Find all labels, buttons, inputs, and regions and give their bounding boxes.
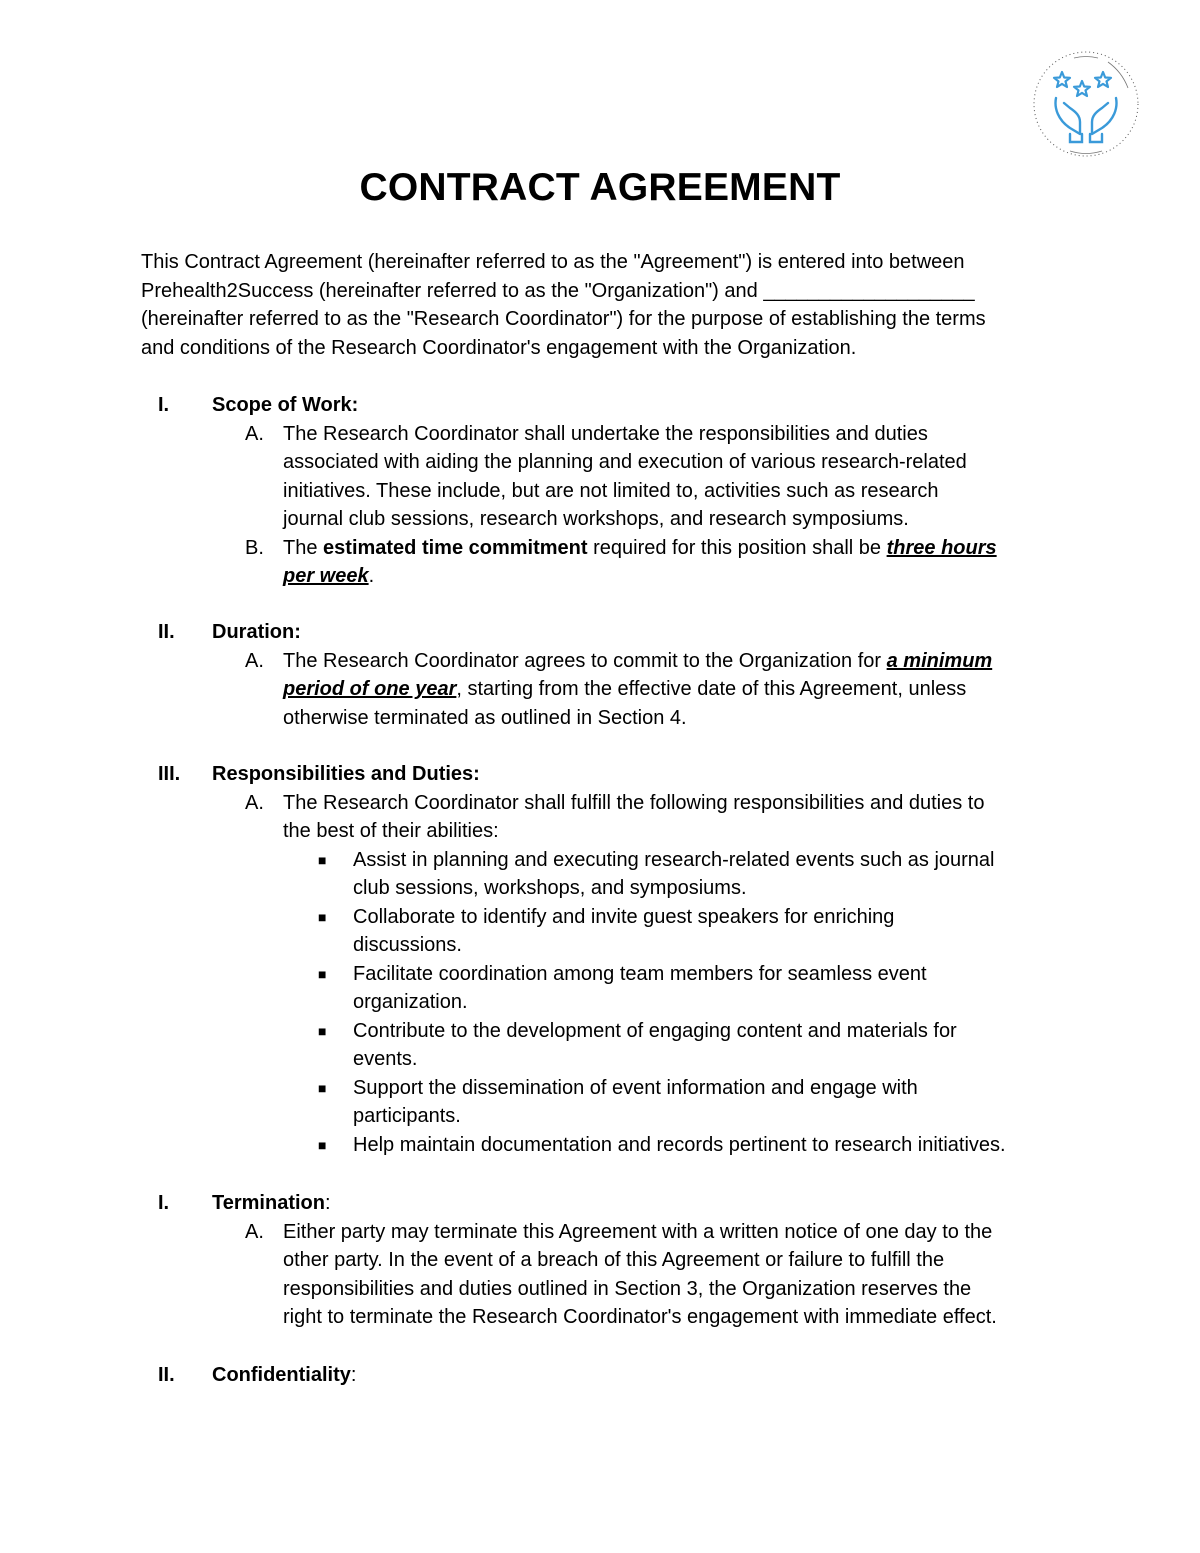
square-bullet-icon: ■ bbox=[318, 1022, 327, 1039]
item-line: other party. In the event of a breach of this Agreement or failure to fulfill the bbox=[283, 1249, 945, 1271]
section-title: Responsibilities and Duties: bbox=[212, 763, 480, 785]
bullet-item bbox=[0, 846, 1200, 903]
bullet-item bbox=[0, 903, 1200, 960]
section-title-colon: : bbox=[350, 1364, 357, 1386]
list-item bbox=[0, 420, 1200, 534]
item-letter: A. bbox=[245, 1220, 264, 1243]
text-run: . bbox=[368, 565, 375, 587]
item-line: The Research Coordinator shall undertake the responsibilities and duties bbox=[283, 422, 928, 445]
item-line bbox=[283, 562, 1073, 591]
emphasized-text: period of one year bbox=[283, 678, 457, 700]
item-line bbox=[283, 534, 1073, 563]
intro-line: Prehealth2Success (hereinafter referred to as the "Organization") and ___________________ bbox=[141, 279, 975, 302]
bullet-line: Assist in planning and executing research-related events such as journal bbox=[353, 848, 995, 871]
item-line bbox=[283, 647, 1073, 676]
section-title-text: Termination bbox=[212, 1192, 325, 1214]
hands-holding-stars-icon bbox=[1030, 48, 1142, 160]
item-line: right to terminate the Research Coordinator's engagement with immediate effect. bbox=[283, 1306, 997, 1328]
list-item bbox=[0, 1218, 1200, 1332]
section-title-text: Confidentiality bbox=[212, 1364, 351, 1386]
section-title: Scope of Work: bbox=[212, 394, 359, 416]
item-letter: A. bbox=[245, 649, 264, 672]
item-line: initiatives. These include, but are not limited to, activities such as research bbox=[283, 479, 939, 502]
bullet-item bbox=[0, 960, 1200, 1017]
section-number: III. bbox=[158, 763, 181, 785]
bullet-item bbox=[0, 1017, 1200, 1074]
bullet-item bbox=[0, 1131, 1200, 1160]
intro-line: This Contract Agreement (hereinafter referred to as the "Agreement") is entered into between bbox=[141, 251, 965, 273]
item-line: Either party may terminate this Agreement with a written notice of one day to the bbox=[283, 1220, 993, 1243]
section-title: Duration: bbox=[212, 621, 301, 643]
document-title: CONTRACT AGREEMENT bbox=[359, 166, 841, 209]
section-number: I. bbox=[158, 394, 170, 416]
section-title bbox=[212, 1189, 331, 1218]
item-line: journal club sessions, research workshops, and research symposiums. bbox=[283, 508, 909, 530]
organization-logo bbox=[1030, 48, 1142, 160]
text-run: The bbox=[283, 536, 324, 559]
text-run: required for this position shall be bbox=[587, 536, 887, 559]
square-bullet-icon: ■ bbox=[318, 965, 327, 982]
square-bullet-icon: ■ bbox=[318, 851, 327, 868]
item-line: The Research Coordinator shall fulfill the following responsibilities and duties to bbox=[283, 791, 985, 814]
square-bullet-icon: ■ bbox=[318, 1136, 327, 1153]
item-letter: A. bbox=[245, 422, 264, 445]
section-confidentiality bbox=[0, 1361, 1200, 1390]
bullet-line: Support the dissemination of event information and engage with bbox=[353, 1076, 918, 1099]
bullet-item bbox=[0, 1074, 1200, 1131]
intro-line: and conditions of the Research Coordinator's engagement with the Organization. bbox=[141, 336, 857, 359]
item-line: associated with aiding the planning and execution of various research-related bbox=[283, 451, 967, 473]
bullet-line: events. bbox=[353, 1048, 418, 1070]
section-number: II. bbox=[158, 1364, 175, 1386]
list-item bbox=[0, 789, 1200, 846]
text-run: , starting from the effective date of this Agreement, unless bbox=[456, 678, 967, 700]
item-line: the best of their abilities: bbox=[283, 820, 499, 842]
section-number: II. bbox=[158, 621, 175, 643]
item-letter: A. bbox=[245, 791, 264, 814]
section-duration bbox=[0, 618, 1200, 732]
item-line: otherwise terminated as outlined in Section 4. bbox=[283, 706, 687, 729]
list-item bbox=[0, 534, 1200, 591]
section-title-colon: : bbox=[324, 1192, 331, 1214]
emphasized-text: a minimum bbox=[886, 649, 993, 672]
square-bullet-icon: ■ bbox=[318, 908, 327, 925]
section-title bbox=[212, 1361, 356, 1390]
intro-line: (hereinafter referred to as the "Research Coordinator") for the purpose of establishing the terms bbox=[141, 308, 986, 330]
section-termination bbox=[0, 1189, 1200, 1332]
section-responsibilities bbox=[0, 760, 1200, 1159]
bullet-line: discussions. bbox=[353, 934, 462, 956]
item-line: responsibilities and duties outlined in Section 3, the Organization reserves the bbox=[283, 1277, 972, 1300]
emphasized-text: three hours bbox=[886, 536, 997, 559]
bold-text: estimated time commitment bbox=[323, 536, 588, 559]
item-letter: B. bbox=[245, 536, 264, 559]
section-scope-of-work bbox=[0, 391, 1200, 591]
emphasized-text: per week bbox=[283, 565, 369, 587]
bullet-line: participants. bbox=[353, 1105, 461, 1127]
bullet-line: club sessions, workshops, and symposiums. bbox=[353, 877, 747, 899]
bullet-line: Help maintain documentation and records pertinent to research initiatives. bbox=[353, 1133, 1006, 1156]
item-line bbox=[283, 675, 1073, 704]
square-bullet-icon: ■ bbox=[318, 1079, 327, 1096]
text-run: The Research Coordinator agrees to commit to the Organization for bbox=[283, 649, 887, 672]
bullet-line: Collaborate to identify and invite guest speakers for enriching bbox=[353, 905, 895, 928]
list-item bbox=[0, 647, 1200, 733]
intro-paragraph bbox=[141, 248, 1081, 362]
section-number: I. bbox=[158, 1192, 170, 1214]
bullet-line: organization. bbox=[353, 991, 468, 1013]
bullet-line: Contribute to the development of engaging content and materials for bbox=[353, 1019, 957, 1042]
bullet-line: Facilitate coordination among team members for seamless event bbox=[353, 962, 927, 985]
